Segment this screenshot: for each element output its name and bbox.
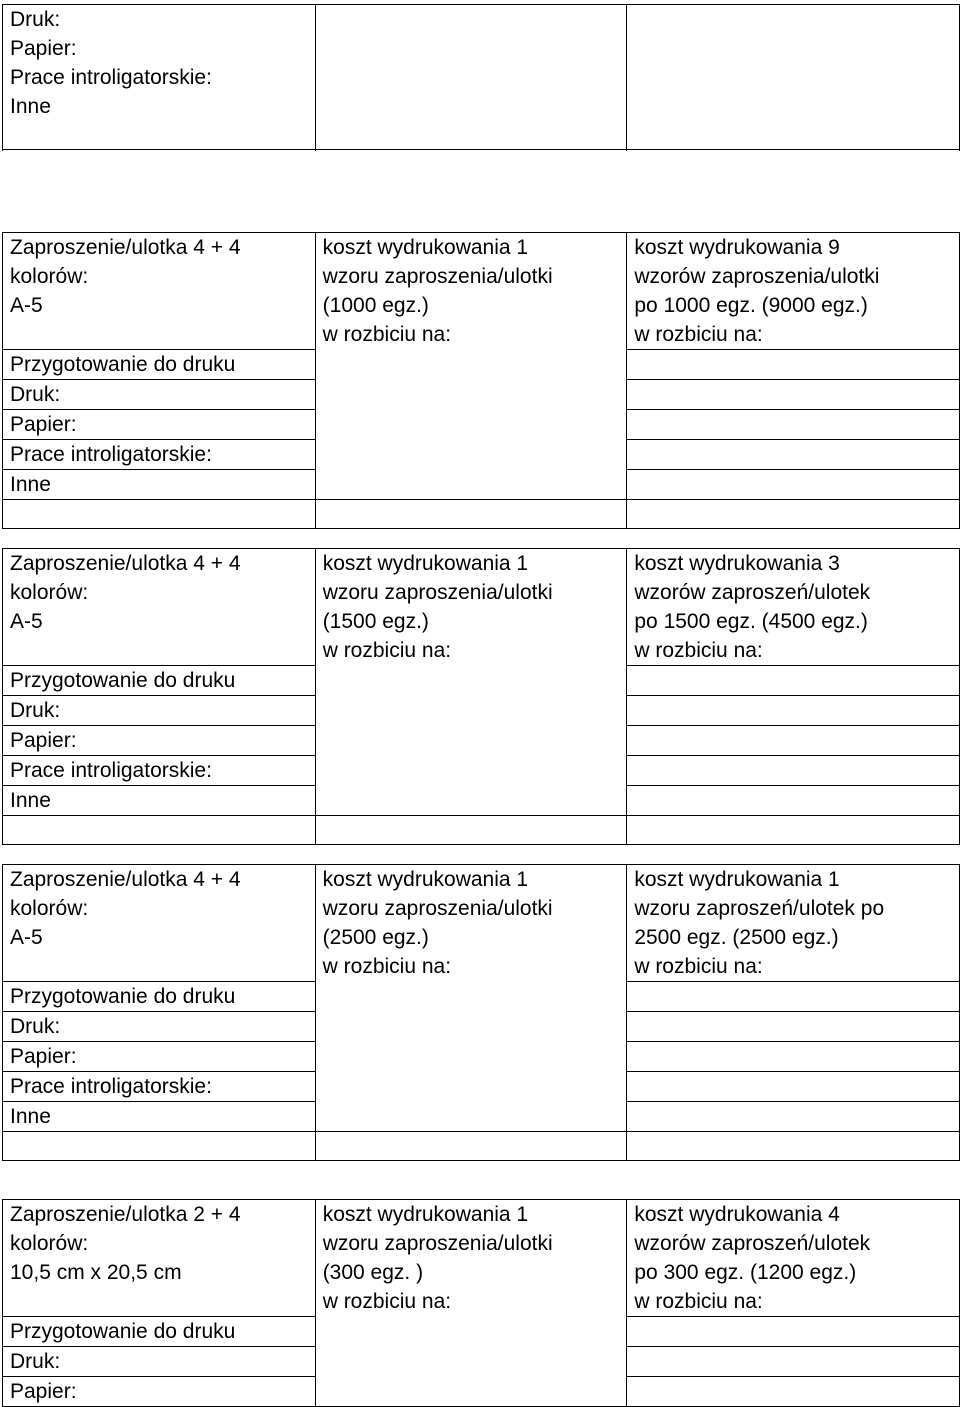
- cost-cell: [627, 1012, 960, 1042]
- row-label-papier: Papier:: [3, 410, 316, 440]
- multi-design-cost-header: koszt wydrukowania 4 wzorów zaproszeń/ulotek po 300 egz. (1200 egz.) w rozbiciu na:: [627, 1200, 960, 1317]
- cost-cell: [627, 1102, 960, 1132]
- row-label-papier: Papier:: [3, 1377, 316, 1407]
- empty-cell: [3, 1132, 316, 1161]
- cost-section-4: [2, 1199, 960, 1407]
- product-title: Zaproszenie/ulotka 4 + 4 kolorów: A-5: [3, 865, 316, 982]
- row-label-druk: Druk:: [3, 1012, 316, 1042]
- empty-cell: [627, 816, 960, 845]
- row-label-przygotowanie: Przygotowanie do druku: [3, 1317, 316, 1347]
- top-partial-labels: [3, 5, 316, 150]
- empty-cell: [315, 1132, 627, 1161]
- top-partial-table: [2, 4, 960, 150]
- row-label-inne: Inne: [3, 1102, 316, 1132]
- row-label-prace: Prace introligatorskie:: [3, 440, 316, 470]
- cost-cell: [627, 410, 960, 440]
- product-title: Zaproszenie/ulotka 2 + 4 kolorów: 10,5 cm x 20,5 cm: [3, 1200, 316, 1317]
- row-label-druk: Druk:: [3, 696, 316, 726]
- empty-cell: [3, 500, 316, 529]
- row-label-druk: Druk:: [10, 8, 61, 31]
- row-label-druk: Druk:: [3, 380, 316, 410]
- cost-cell: [627, 666, 960, 696]
- single-design-cost-header: koszt wydrukowania 1 wzoru zaproszenia/ulotki (1500 egz.) w rozbiciu na:: [315, 549, 627, 816]
- empty-cell: [3, 816, 316, 845]
- row-label-prace: Prace introligatorskie:: [3, 756, 316, 786]
- single-design-cost-header: koszt wydrukowania 1 wzoru zaproszenia/ulotki (1000 egz.) w rozbiciu na:: [315, 233, 627, 500]
- multi-design-cost-header: koszt wydrukowania 3 wzorów zaproszeń/ulotek po 1500 egz. (4500 egz.) w rozbiciu na:: [627, 549, 960, 666]
- row-label-druk: Druk:: [3, 1347, 316, 1377]
- row-label-przygotowanie: Przygotowanie do druku: [3, 982, 316, 1012]
- cost-cell: [627, 982, 960, 1012]
- cost-cell: [627, 696, 960, 726]
- cost-cell: [627, 380, 960, 410]
- cost-cell: [627, 440, 960, 470]
- row-label-papier: Papier:: [3, 726, 316, 756]
- cost-cell: [627, 1042, 960, 1072]
- cost-cell: [627, 350, 960, 380]
- single-design-cost-header: koszt wydrukowania 1 wzoru zaproszenia/ulotki (300 egz. ) w rozbiciu na:: [315, 1200, 627, 1407]
- top-partial-right-cell: [627, 5, 960, 150]
- row-label-przygotowanie: Przygotowanie do druku: [3, 666, 316, 696]
- empty-cell: [627, 1132, 960, 1161]
- product-title: Zaproszenie/ulotka 4 + 4 kolorów: A-5: [3, 549, 316, 666]
- row-label-prace: Prace introligatorskie:: [3, 1072, 316, 1102]
- multi-design-cost-header: koszt wydrukowania 1 wzoru zaproszeń/ulotek po 2500 egz. (2500 egz.) w rozbiciu na:: [627, 865, 960, 982]
- row-label-inne: Inne: [3, 786, 316, 816]
- empty-cell: [627, 500, 960, 529]
- cost-section-2: [2, 548, 960, 845]
- single-design-cost-header: koszt wydrukowania 1 wzoru zaproszenia/ulotki (2500 egz.) w rozbiciu na:: [315, 865, 627, 1132]
- cost-section-3: [2, 864, 960, 1161]
- row-label-przygotowanie: Przygotowanie do druku: [3, 350, 316, 380]
- row-label-papier: Papier:: [3, 1042, 316, 1072]
- cost-cell: [627, 1377, 960, 1407]
- row-label-inne: Inne: [10, 95, 51, 118]
- row-label-inne: Inne: [3, 470, 316, 500]
- empty-cell: [315, 816, 627, 845]
- cost-cell: [627, 756, 960, 786]
- cost-cell: [627, 786, 960, 816]
- cost-cell: [627, 1347, 960, 1377]
- cost-cell: [627, 726, 960, 756]
- product-title: Zaproszenie/ulotka 4 + 4 kolorów: A-5: [3, 233, 316, 350]
- cost-cell: [627, 1072, 960, 1102]
- top-partial-mid-cell: [315, 5, 627, 150]
- cost-cell: [627, 1317, 960, 1347]
- empty-cell: [315, 500, 627, 529]
- cost-section-1: [2, 232, 960, 529]
- row-label-papier: Papier:: [10, 37, 77, 60]
- multi-design-cost-header: koszt wydrukowania 9 wzorów zaproszenia/ulotki po 1000 egz. (9000 egz.) w rozbiciu na:: [627, 233, 960, 350]
- row-label-prace: Prace introligatorskie:: [10, 66, 212, 89]
- cost-cell: [627, 470, 960, 500]
